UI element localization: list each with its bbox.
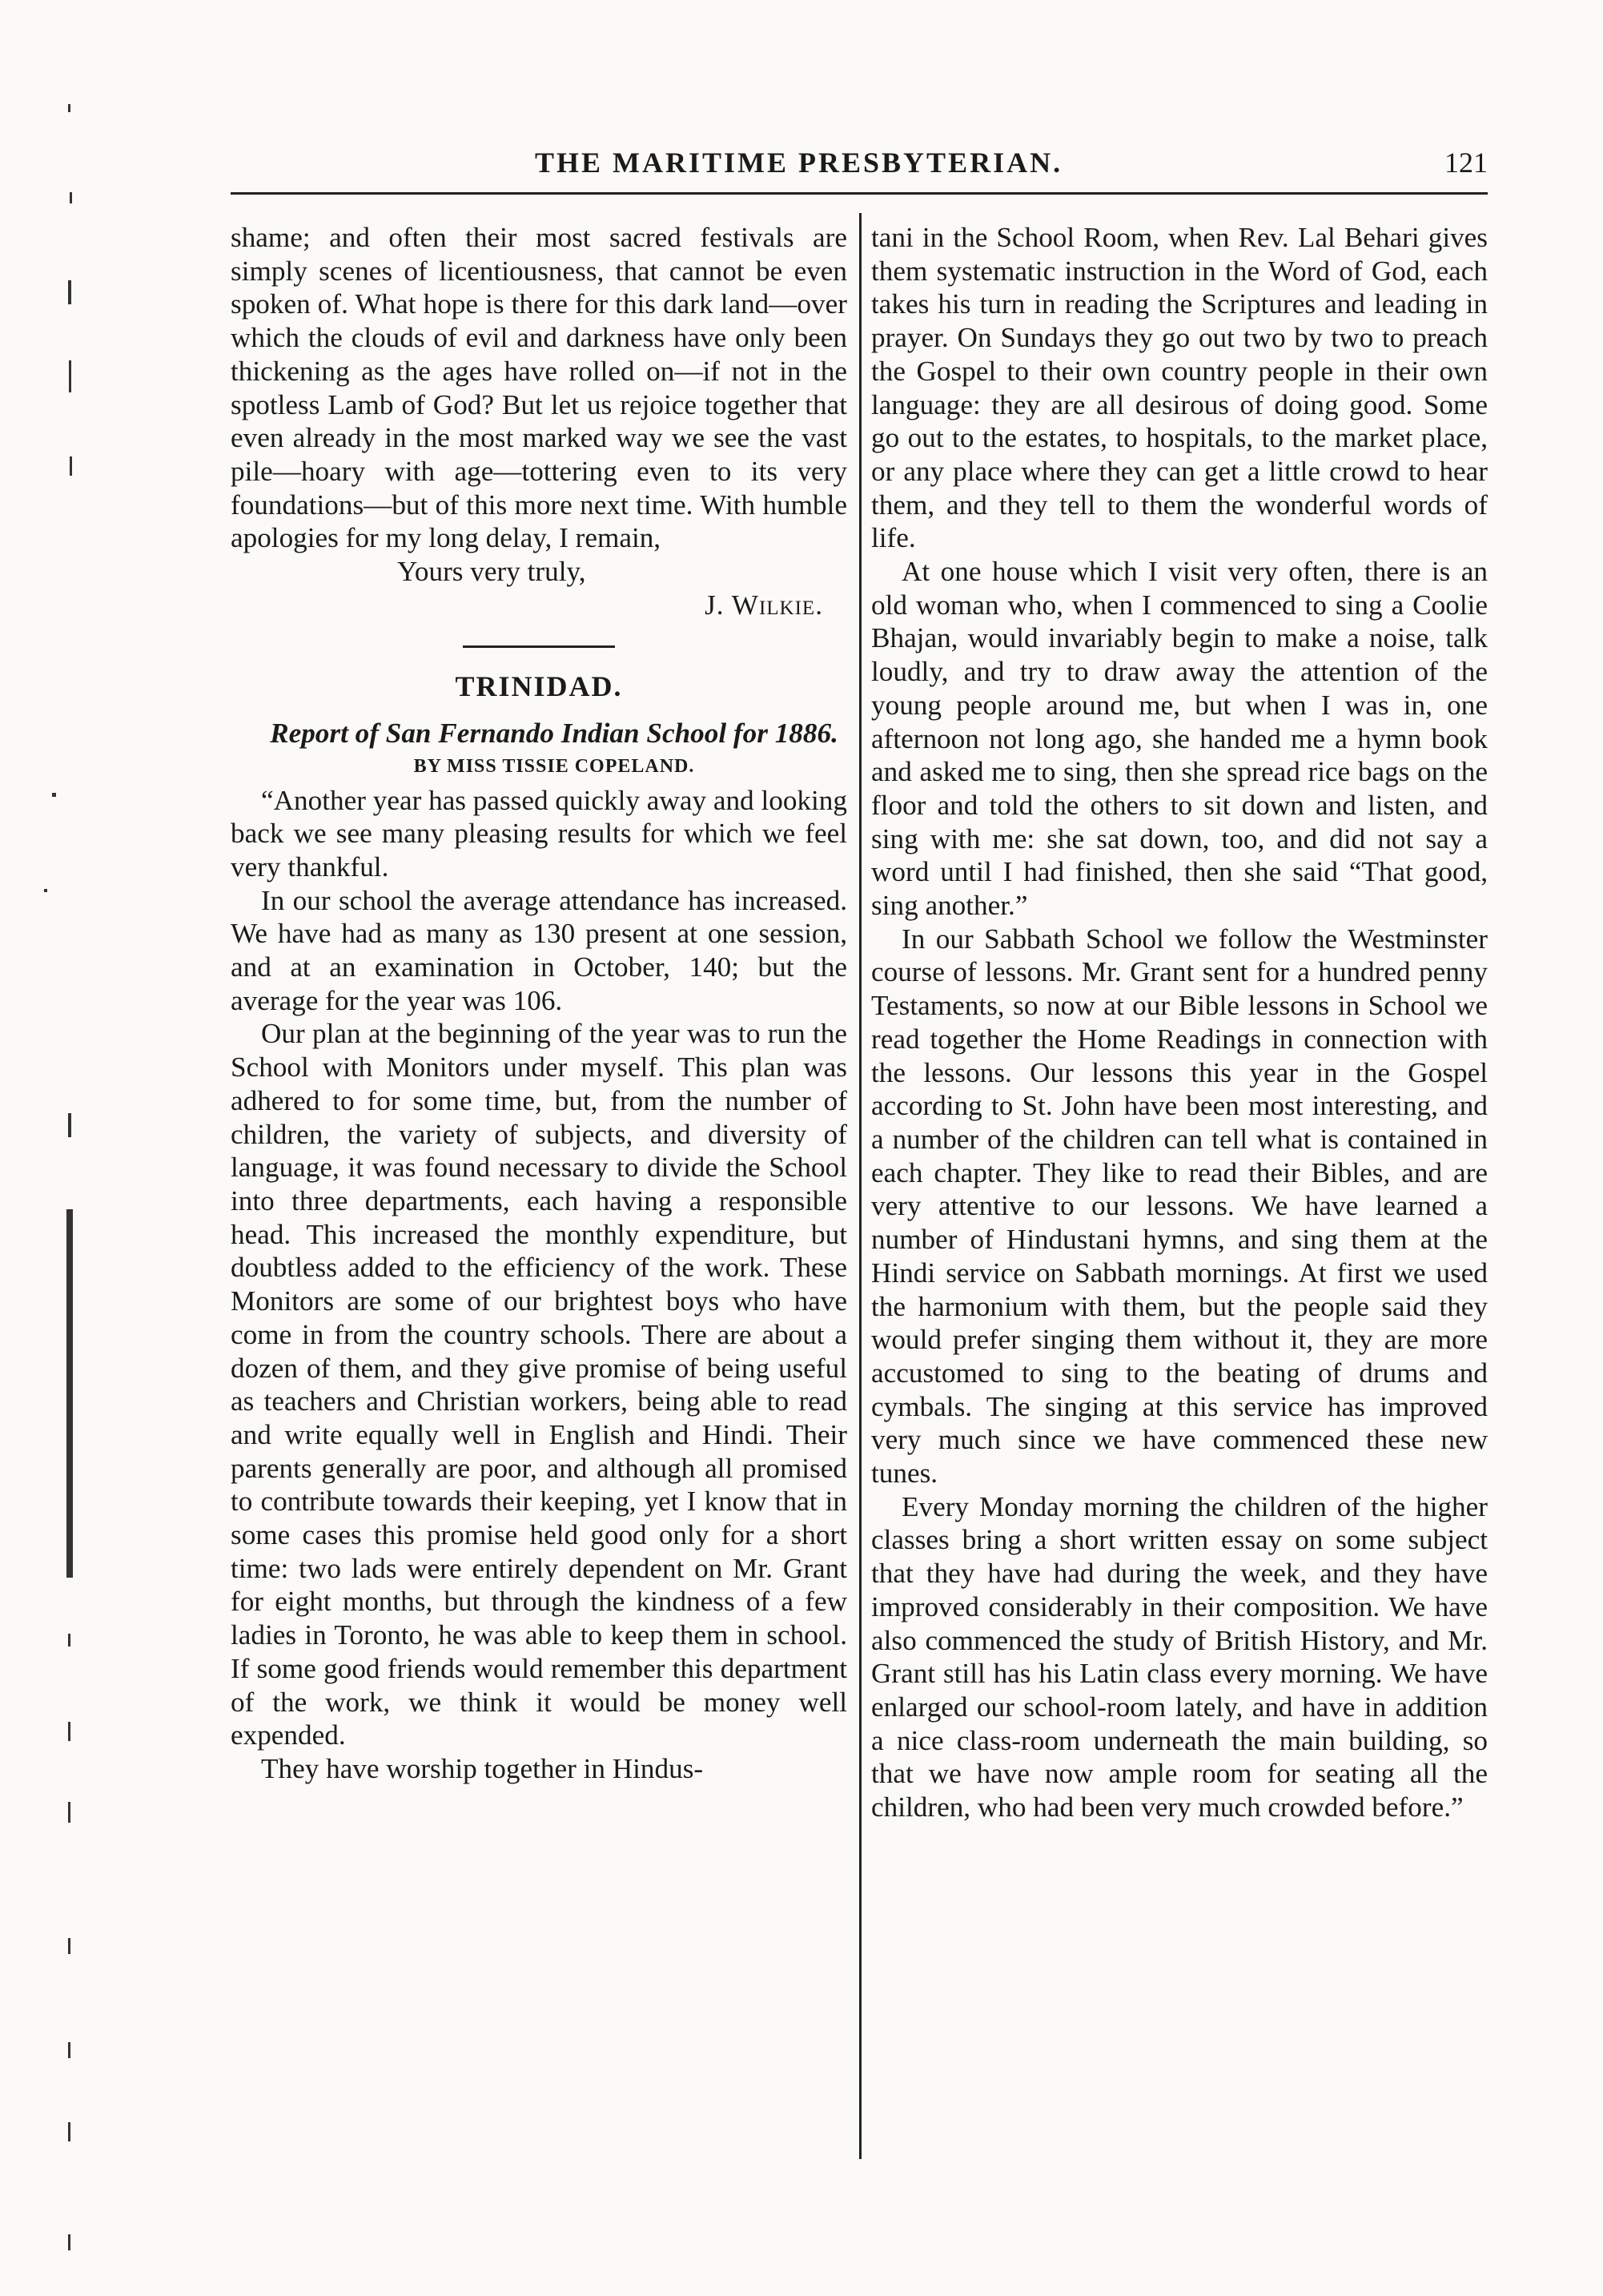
report-subheading: Report of San Fernando Indian School for 1886. (270, 718, 838, 750)
report-paragraph: Every Monday morning the children of the higher classes bring a short written essay on some subject that they have had during the week, and they have improved considerably in their composition. We have also commenced the study of British History, and Mr. Grant still has his Latin class every morning. We have enlarged our school-room lately, and have in addition a nice class-room underneath the main building, so that we have now ample room for seating all the children, who had been very much crowded before.” (871, 1490, 1488, 1824)
scan-margin-specks (36, 72, 84, 2282)
section-heading: TRINIDAD. (455, 670, 623, 703)
left-column (231, 221, 847, 1786)
report-paragraph: At one house which I visit very often, there is an old woman who, when I commenced to sing a Coolie Bhajan, would invariably begin to make a noise, talk loudly, and try to draw away the attention of the young people around me, but when I was in, one afternoon not long ago, she handed me a hymn book and asked me to sing, then she spread rice bags on the floor and told the others to sit down and listen, and sing with me: she sat down, too, and did not say a word until I had finished, then she said “That good, sing another.” (871, 556, 1488, 922)
signature-name: J. Wilkie. (705, 589, 823, 621)
report-paragraph: Our plan at the beginning of the year was to run the School with Monitors under myself. This plan was adhered to for some time, but, from the number of children, the variety of subjects, and diversity of language, it was found necessary to divide the School into three departments, each having a responsible head. This increased the monthly expenditure, but doubtless added to the efficiency of the work. These Monitors are some of our brightest boys who have come in from the country schools. There are about a dozen of them, and they give promise of being useful as teachers and Christian workers, being able to read and write equally well in English and Hindi. Their parents generally are poor, and although all promised to contribute towards their keeping, yet I know that in some cases this promise held good only for a short time: two lads were entirely dependent on Mr. Grant for eight months, but through the kindness of a few ladies in Toronto, he was able to keep them in school. If some good friends would remember this department of the work, we think it would be money well expended. (231, 1018, 847, 1751)
section-divider (463, 645, 615, 648)
byline: BY MISS TISSIE COPELAND. (413, 755, 695, 777)
report-paragraph: In our school the average attendance has increased. We have had as many as 130 present at one session, and at an examination in October, 140; but the average for the year was 106. (231, 884, 847, 1016)
column-rule (859, 213, 862, 2159)
report-paragraph: They have worship together in Hindus- (261, 1752, 704, 1784)
report-paragraph: tani in the School Room, when Rev. Lal Behari gives them systematic instruction in the Word of God, each takes his turn in reading the Scriptures and leading in prayer. On Sundays they go out two by two to preach the Gospel to their own country people in their own language: they are all desirous of doing good. Some go out to the estates, to hospitals, to the market place, or any place where they can get a little crowd to hear them, and they tell to them the wonderful words of life. (871, 222, 1488, 554)
journal-title: THE MARITIME PRESBYTERIAN. (535, 147, 1063, 179)
wilkie-letter-closing: shame; and often their most sacred festivals are simply scenes of licentiousness, that cannot be even spoken of. What hope is there for this dark land—over which the clouds of evil and darkness have only been thickening as the ages have rolled on—if not in the spotless Lamb of God? But let us rejoice together that even already in the most marked way we see the vast pile—hoary with age—tottering even to its very foundations—but of this more next time. With humble apologies for my long delay, I remain, (231, 222, 847, 554)
right-column (871, 221, 1488, 1824)
page-number: 121 (1444, 147, 1488, 179)
header-rule (231, 192, 1488, 195)
signoff: Yours very truly, (397, 556, 586, 588)
running-header (231, 146, 1488, 194)
report-paragraph: “Another year has passed quickly away and looking back we see many pleasing results for which we feel very thankful. (231, 784, 847, 883)
report-paragraph: In our Sabbath School we follow the Westminster course of lessons. Mr. Grant sent for a hundred penny Testaments, so now at our Bible lessons in School we read together the Home Readings in connection with the lessons. Our lessons this year in the Gospel according to St. John have been most interesting, and a number of the children can tell what is contained in each chapter. They like to read their Bibles, and are very attentive to our lessons. We have learned a number of Hindustani hymns, and sing them at the Hindi service on Sabbath mornings. At first we used the harmonium with them, but the people said they would prefer singing them without it, they are more accustomed to sing to the beating of drums and cymbals. The singing at this service has improved very much since we have commenced these new tunes. (871, 923, 1488, 1490)
signature (231, 589, 847, 622)
